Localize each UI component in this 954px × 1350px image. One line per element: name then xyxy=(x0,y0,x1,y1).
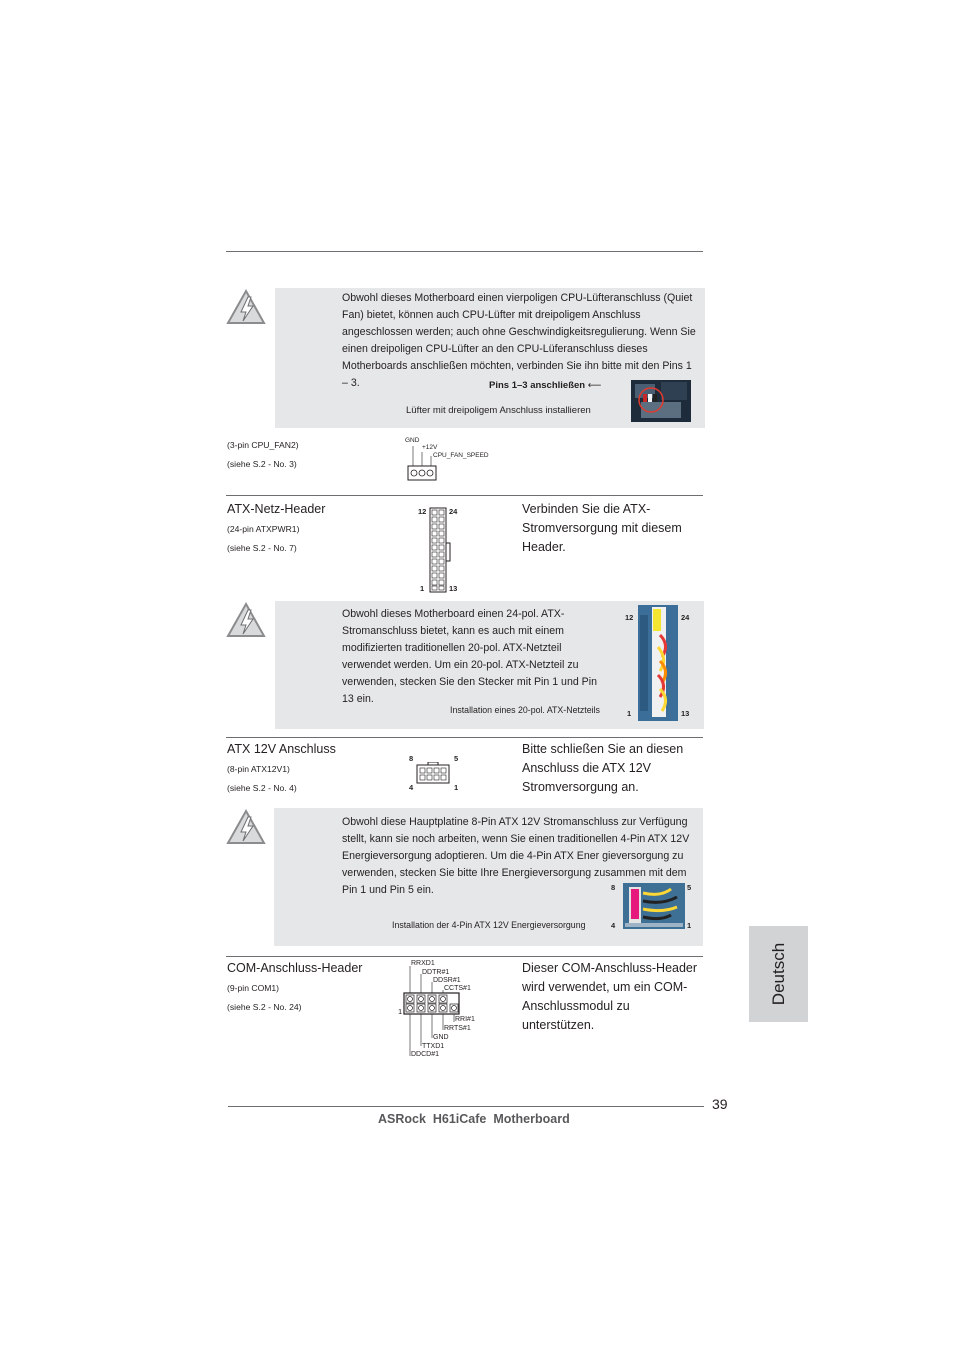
cpu-fan2-title: (3-pin CPU_FAN2) xyxy=(227,440,299,450)
com-description: Dieser COM-Anschluss-Header wird verwendet, um ein COM-Anschlussmodul zu unterstützen. xyxy=(522,961,698,1032)
atx12v-4pin-photo xyxy=(623,883,685,929)
atx12v-photo-pin-1: 1 xyxy=(687,921,692,930)
atx12v-pins: (8-pin ATX12V1) xyxy=(227,764,290,774)
com-signal-rri1: RRI#1 xyxy=(455,1016,475,1023)
warning-icon xyxy=(225,808,267,846)
note-atx-20pin-text: Obwohl dieses Motherboard einen 24-pol. ATX-Stromanschluss bietet, kann es auch mit einem modifizierten traditionellen 20-pol. ATX-Netzteil verwendet werden. Um ein 20-pol. ATX-Netzteil zu verwenden, stecken Sie den Stecker mit Pin 1 und Pin 13 ein. xyxy=(342,608,597,705)
com-title: COM-Anschluss-Header xyxy=(227,961,363,975)
warning-icon xyxy=(225,601,267,639)
com-signal-ttxd1: TTXD1 xyxy=(422,1043,445,1050)
atx12v-photo-pin-5: 5 xyxy=(687,883,692,892)
atx-photo-pin-13: 13 xyxy=(681,709,690,718)
atx-photo-pin-1: 1 xyxy=(627,709,632,718)
atx-20pin-photo xyxy=(638,605,678,721)
atx-photo-pin-24: 24 xyxy=(681,613,690,622)
com-pin1-label: 1 xyxy=(398,1007,403,1016)
atx-pin-12: 12 xyxy=(418,507,427,516)
com-signal-ddsr1: DDSR#1 xyxy=(433,977,461,984)
page-number: 39 xyxy=(712,1096,728,1112)
footer-rule xyxy=(228,1106,704,1107)
com-pins: (9-pin COM1) xyxy=(227,983,280,993)
language-tab-label: Deutsch xyxy=(768,942,788,1006)
cpu-fan2-connector xyxy=(405,446,439,482)
note-cpu-fan-text: Obwohl dieses Motherboard einen vierpoligen CPU-Lüfteranschluss (Quiet Fan) bietet, können auch CPU-Lüfter mit dreipoligem Anschluss angeschlossen werden; auch ohne Geschwindigkeitsregulierung. Wenn Sie einen dreipoligen CPU-Lüfter an den CPU-Lüferanschluss dieses Motherboards anschließen möchten, verbinden Sie ihn bitte mit den Pins 1 – 3. xyxy=(342,292,696,389)
com-signal-ccts1: CCTS#1 xyxy=(444,985,471,992)
section-rule-atx xyxy=(226,495,703,496)
atx-pin-13: 13 xyxy=(449,584,458,593)
atx-20pin-caption: Installation eines 20-pol. ATX-Netzteils xyxy=(450,705,600,715)
com-signal-ddcd1: DDCD#1 xyxy=(411,1051,440,1058)
language-tab xyxy=(749,926,808,1022)
atx12v-photo-pin-4: 4 xyxy=(611,921,616,930)
com-signal-rrxd1: RRXD1 xyxy=(411,960,435,967)
atx12v-pin-5: 5 xyxy=(454,754,459,763)
atx12v-8pin-connector xyxy=(416,762,450,784)
atx-power-pins: (24-pin ATXPWR1) xyxy=(227,524,300,534)
atx12v-pin-4: 4 xyxy=(409,783,414,792)
atx-photo-pin-12: 12 xyxy=(625,613,634,622)
atx-power-ref: (siehe S.2 - No. 7) xyxy=(227,543,297,553)
com-signal-gnd: GND xyxy=(433,1034,449,1041)
atx-pin-24: 24 xyxy=(449,507,458,516)
atx12v-4pin-caption: Installation der 4-Pin ATX 12V Energieversorgung xyxy=(392,920,586,930)
atx12v-title: ATX 12V Anschluss xyxy=(227,742,336,756)
com-signal-rrts1: RRTS#1 xyxy=(444,1025,471,1032)
arrow-left-icon: ⟵ xyxy=(587,380,602,391)
atx-24pin-connector xyxy=(429,507,451,593)
com-9pin-connector xyxy=(402,966,460,1058)
atx-pin-1: 1 xyxy=(420,584,425,593)
plus12v-label: +12V xyxy=(422,444,438,451)
fan-photo xyxy=(631,380,691,422)
footer-product: ASRock H61iCafe Motherboard xyxy=(378,1112,570,1126)
pins-connect-label xyxy=(489,380,601,391)
atx-power-description: Verbinden Sie die ATX-Stromversorgung mit diesem Header. xyxy=(522,502,682,554)
atx12v-ref: (siehe S.2 - No. 4) xyxy=(227,783,297,793)
atx12v-photo-pin-8: 8 xyxy=(611,883,616,892)
com-signal-ddtr1: DDTR#1 xyxy=(422,969,450,976)
gnd-label: GND xyxy=(405,437,420,444)
top-rule xyxy=(226,251,703,252)
atx12v-description: Bitte schließen Sie an diesen Anschluss die ATX 12V Stromversorgung an. xyxy=(522,742,684,794)
com-ref: (siehe S.2 - No. 24) xyxy=(227,1002,302,1012)
atx-power-title: ATX-Netz-Header xyxy=(227,502,326,516)
cpu-fan2-ref: (siehe S.2 - No. 3) xyxy=(227,459,297,469)
pins-connect-text: Pins 1–3 anschließen xyxy=(489,380,586,391)
atx12v-pin-1: 1 xyxy=(454,783,459,792)
atx12v-pin-8: 8 xyxy=(409,754,414,763)
section-rule-com xyxy=(226,956,703,957)
cpu-fan-speed-label: CPU_FAN_SPEED xyxy=(433,452,489,459)
fan-install-caption: Lüfter mit dreipoligem Anschluss installieren xyxy=(406,405,591,416)
section-rule-atx12v xyxy=(226,737,703,738)
note-atx12v-4pin-text: Obwohl diese Hauptplatine 8-Pin ATX 12V Stromanschluss zur Verfügung stellt, kann sie noch arbeiten, wenn Sie einen traditionellen 4-Pin ATX 12V Energieversorgung adoptieren. Um die 4-Pin ATX Ener gieversorgung zu verwenden, stecken Sie bitte Ihre Energieversorgung zusammen mit dem Pin 1 und Pin 5 ein. xyxy=(342,816,690,896)
warning-icon xyxy=(225,288,267,326)
